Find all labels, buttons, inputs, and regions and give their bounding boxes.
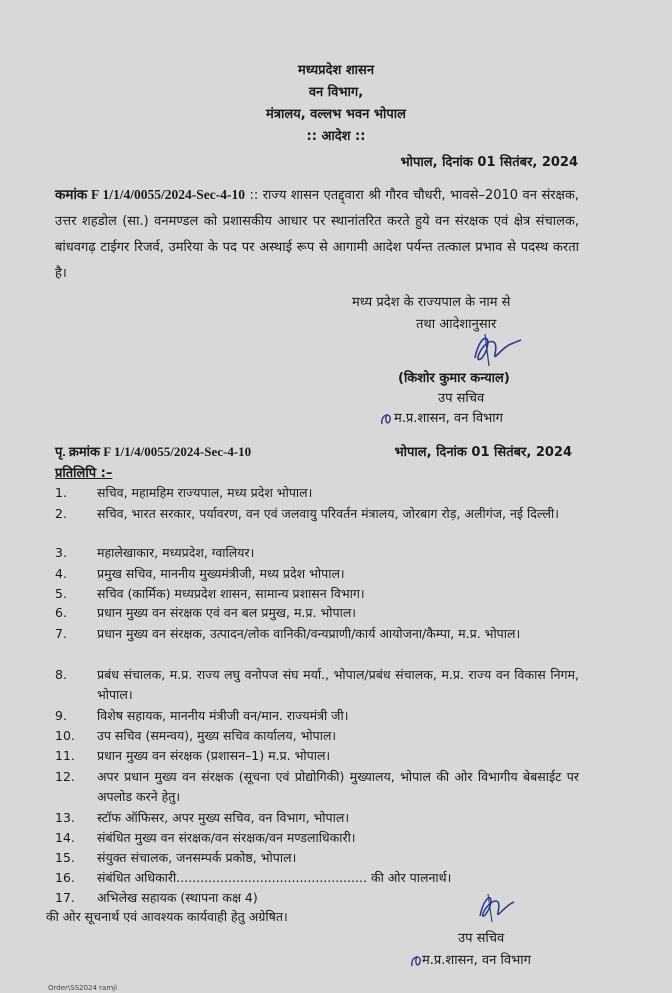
signatory2-designation: उप सचिव: [458, 931, 505, 946]
signatory-department: म.प्र.शासन, वन विभाग: [394, 411, 503, 426]
footer-path: Order\SS2024 ramji: [48, 984, 118, 992]
order-body: :: राज्य शासन एतद्द्वारा श्री गौरव चौधरी, भावसे–2010 वन संरक्षक, उत्तर शहडोल (सा.) वनमण्डल को प्रशासकीय आधार पर स्थानांतरित करते हुये वन संरक्षक एवं क्षेत्र संचालक, बांधवगढ़ टाईगर रिजर्व, उमरिया के पद पर अस्थाई रूप से आगामी आदेश पर्यन्त तत्काल प्रभाव से पदस्थ करता है।: [55, 188, 579, 281]
authority-line-1: मध्य प्रदेश के राज्यपाल के नाम से: [352, 295, 511, 310]
document-page: मध्यप्रदेश शासन वन विभाग, मंत्रालय, वल्लभ भवन भोपाल :: आदेश :: भोपाल, दिनांक 01 सितंबर, 2024 कमांक F 1/1/4/0055/2024-Sec-4-10 :: राज्य शासन एतद्द्वारा श्री गौरव चौधरी, भावसे–2010 वन संरक्षक, उत्तर शहडोल (सा.) वनमण्डल को प्रशासकीय आधार पर स्थानांतरित करते हुये वन संरक्षक एवं क्षेत्र संचालक, बांधवगढ़ टाईगर रिजर्व, उमरिया के पद पर अस्थाई रूप से आगामी आदेश पर्यन्त तत्काल प्रभाव से पदस्थ करता है। मध्य प्रदेश के राज्यपाल के नाम से तथा आदेशानुसार (किशोर कुमार कन्याल) उप सचिव म.प्र.शासन, वन विभाग पृ. क्रमांक F 1/1/4/0055/2024-Sec-4-10 भोपाल, दिनांक 01 सितंबर, 2024 प्रतिलिपि :– 1. सचिव, महामहिम राज्यपाल, मध्य प्रदेश भोपाल। 2. सचिव, भारत सरकार, पर्यावरण, वन एवं जलवायु परिवर्तन मंत्रालय, जोरबाग रोड़, अलीगंज, नई दिल्ली। 3. महालेखाकार, मध्यप्रदेश, ग्वालियर। 4. प्रमुख सचिव, माननीय मुख्यमंत्रीजी, मध्य प्रदेश भोपाल। 5. सचिव (कार्मिक) मध्यप्रदेश शासन, सामान्य प्रशासन विभाग। 6. प्रधान मुख्य वन संरक्षक एवं वन बल प्रमुख, म.प्र. भोपाल। 7. प्रधान मुख्य वन संरक्षक, उत्पादन/लोक वानिकी/वन्यप्राणी/कार्य आयोजना/कैम्पा, म.प्र. भोपाल। 8. प्रबंध संचालक, म.प्र. राज्य लघु वनोपज संघ मर्या., भोपाल/प्रबंध संचालक, म.प्र. राज्य वन विकास निगम, भोपाल। 9. विशेष सहायक, माननीय मंत्रीजी वन/मान. राज्यमंत्री जी। 10. उप सचिव (समन्वय), मुख्य सचिव कार्यालय, भोपाल। 11. प्रधान मुख्य वन संरक्षक (प्रशासन–1) म.प्र. भोपाल। 12. अपर प्रधान मुख्य वन संरक्षक (सूचना एवं प्रोद्योगिकी) मुख्यालय, भोपाल की ओर विभागीय बेबसाईट पर अपलोड करने हेतु। 13. स्टॉफ ऑफिसर, अपर मुख्य सचिव, वन विभाग, भोपाल। 14. संबंधित मुख्य वन संरक्षक/वन संरक्षक/वन मण्डलाधिकारी। 15. संयुक्त संचालक, जनसम्पर्क प्रकोष्ठ, भोपाल। 16. संबंधित अधिकारी................................................ की ओर पालनार्थ। 17. अभिलेख सहायक (स्थापना कक्ष 4) की ओर सूचनार्थ एवं आवश्यक कार्यवाही हेतु अग्रेषित। उप सचिव म.प्र.शासन, वन विभाग Order\SS2024 ramji: [0, 0, 672, 993]
signatory-name: (किशोर कुमार कन्याल): [398, 371, 510, 386]
authority-line-2: तथा आदेशानुसार: [416, 317, 497, 332]
order-date: भोपाल, दिनांक 01 सितंबर, 2024: [400, 155, 578, 170]
endorsement-date: भोपाल, दिनांक 01 सितंबर, 2024: [394, 445, 572, 460]
order-reference: कमांक F 1/1/4/0055/2024-Sec-4-10: [55, 187, 245, 202]
signature-mark: [472, 888, 520, 928]
signatory-designation: उप सचिव: [438, 391, 485, 406]
endorsement-reference: पृ. क्रमांक F 1/1/4/0055/2024-Sec-4-10: [55, 444, 252, 459]
closing-line: की ओर सूचनार्थ एवं आवश्यक कार्यवाही हेतु अग्रेषित।: [46, 909, 288, 924]
govt-name: मध्यप्रदेश शासन: [297, 63, 375, 78]
department-name: वन विभाग,: [308, 85, 364, 100]
order-title: :: आदेश ::: [306, 129, 366, 144]
signatory2-department: म.प्र.शासन, वन विभाग: [422, 953, 531, 968]
signature-mark: [465, 328, 525, 372]
office-address: मंत्रालय, वल्लभ भवन भोपाल: [266, 107, 406, 122]
order-paragraph: [55, 182, 579, 287]
copy-label: प्रतिलिपि :–: [55, 466, 113, 481]
